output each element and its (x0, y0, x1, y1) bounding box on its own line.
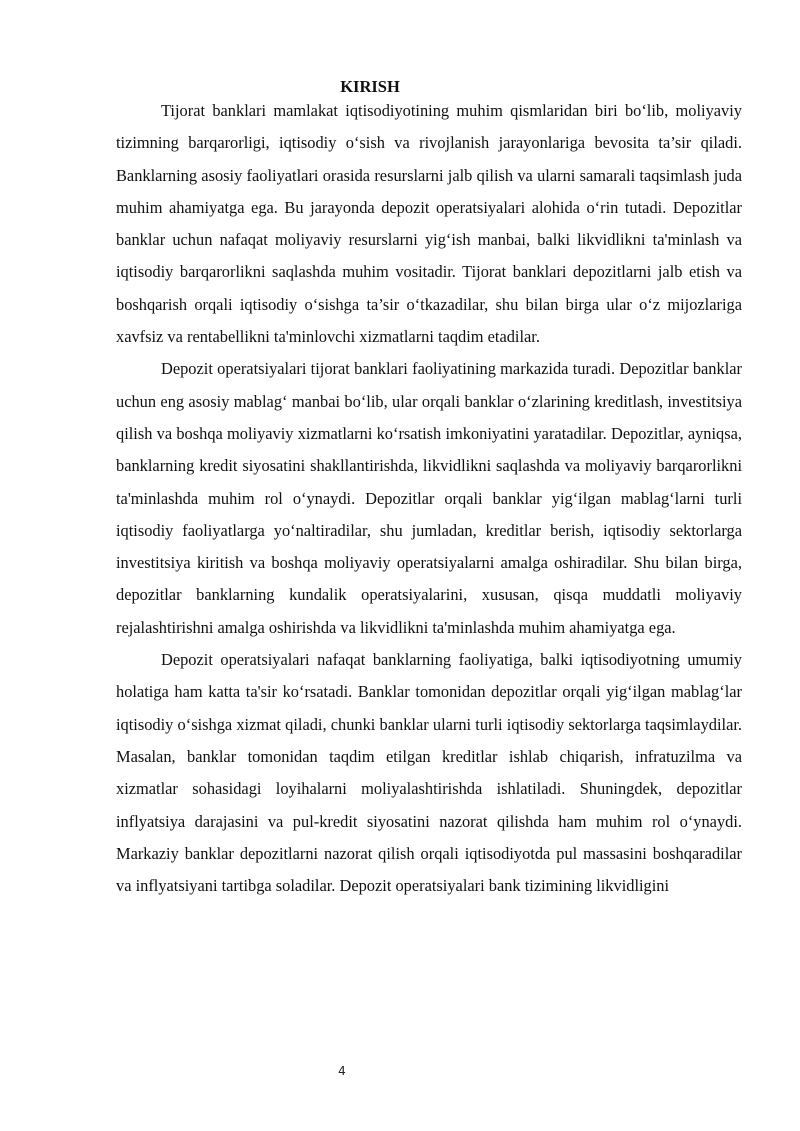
section-heading: KIRISH (340, 77, 400, 96)
paragraph: Tijorat banklari mamlakat iqtisodiyotining muhim qismlaridan biri bo‘lib, moliyaviy tizimning barqarorligi, iqtisodiy o‘sish va rivojlanish jarayonlariga bevosita ta’sir qiladi. Banklarning asosiy faoliyatlari orasida resurslarni jalb qilish va ularni samarali taqsimlash juda muhim ahamiyatga ega. Bu jarayonda depozit operatsiyalari alohida o‘rin tutadi. Depozitlar banklar uchun nafaqat moliyaviy resurslarni yig‘ish manbai, balki likvidlikni ta'minlash va iqtisodiy barqarorlikni saqlashda muhim vositadir. Tijorat banklari depozitlarni jalb etish va boshqarish orqali iqtisodiy o‘sishga ta’sir o‘tkazadilar, shu bilan birga ular o‘z mijozlariga xavfsiz va rentabellikni ta'minlovchi xizmatlarni taqdim etadilar. (116, 101, 742, 347)
body-text (116, 95, 742, 902)
paragraph: Depozit operatsiyalari nafaqat banklarning faoliyatiga, balki iqtisodiyotning umumiy holatiga ham katta ta'sir ko‘rsatadi. Banklar tomonidan depozitlar orqali yig‘ilgan mablag‘lar iqtisodiy o‘sishga xizmat qiladi, chunki banklar ularni turli iqtisodiy sektorlarga taqsimlaydilar. Masalan, banklar tomonidan taqdim etilgan kreditlar ishlab chiqarish, infratuzilma va xizmatlar sohasidagi loyihalarni moliyalashtirishda ishlatiladi. Shuningdek, depozitlar inflyatsiya darajasini va pul-kredit siyosatini nazorat qilishda ham muhim rol o‘ynaydi. Markaziy banklar depozitlarni nazorat qilish orqali iqtisodiyotda pul massasini boshqaradilar va inflyatsiyani tartibga soladilar. Depozit operatsiyalari bank tizimining likvidligini (116, 650, 742, 896)
paragraph: Depozit operatsiyalari tijorat banklari faoliyatining markazida turadi. Depozitlar banklar uchun eng asosiy mablag‘ manbai bo‘lib, ular orqali banklar o‘zlarining kreditlash, investitsiya qilish va boshqa moliyaviy xizmatlarni ko‘rsatish imkoniyatini yaratadilar. Depozitlar, ayniqsa, banklarning kredit siyosatini shakllantirishda, likvidlikni saqlashda va moliyaviy barqarorlikni ta'minlashda muhim rol o‘ynaydi. Depozitlar orqali banklar yig‘ilgan mablag‘larni turli iqtisodiy faoliyatlarga yo‘naltiradilar, shu jumladan, kreditlar berish, iqtisodiy sektorlarga investitsiya kiritish va boshqa moliyaviy operatsiyalarni amalga oshiradilar. Shu bilan birga, depozitlar banklarning kundalik operatsiyalarini, xususan, qisqa muddatli moliyaviy rejalashtirishni amalga oshirishda va likvidlikni ta'minlashda muhim ahamiyatga ega. (116, 359, 742, 637)
page-number: 4 (338, 1064, 346, 1078)
